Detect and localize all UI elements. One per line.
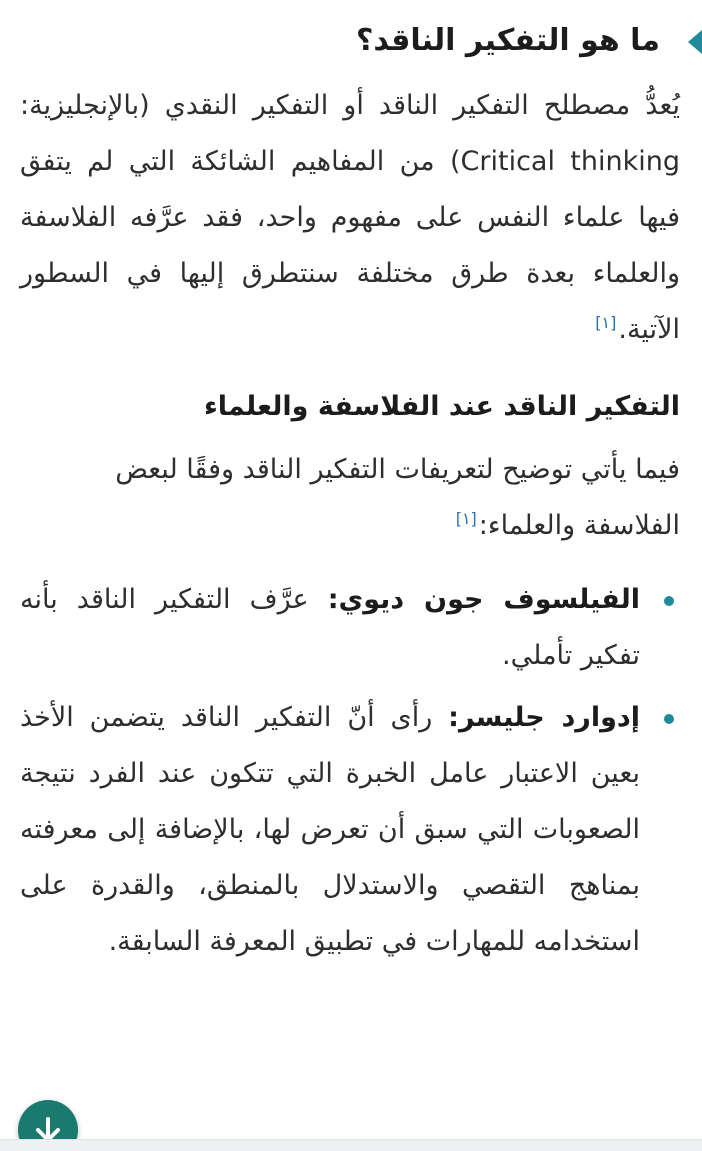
bullet-icon (664, 714, 674, 724)
list-item-text: رأى أنّ التفكير الناقد يتضمن الأخذ بعين الاعتبار عامل الخبرة التي تتكون عند الفرد نتيجة الصعوبات التي سبق أن تعرض لها، بالإضافة إلى معرفته بمناهج التقصي والاستدلال بالمنطق، والقدرة على استخدامه للمهارات في تطبيق المعرفة السابقة. (20, 702, 640, 957)
article-heading (20, 18, 680, 64)
reference-link[interactable]: [١] (455, 509, 477, 528)
section-heading: التفكير الناقد عند الفلاسفة والعلماء (203, 391, 680, 422)
section-intro-text: فيما يأتي توضيح لتعريفات التفكير الناقد وفقًا لبعض الفلاسفة والعلماء: (115, 454, 680, 541)
list-item-name: إدوارد جليسر: (448, 702, 640, 733)
list-item (20, 572, 640, 684)
article-heading-text: ما هو التفكير الناقد؟ (356, 23, 660, 58)
definitions-list (20, 572, 680, 970)
section-intro (20, 442, 680, 554)
bullet-icon (664, 596, 674, 606)
list-item (20, 690, 640, 970)
english-term: Critical thinking (460, 146, 681, 177)
list-item-text: عرَّف التفكير الناقد بأنه تفكير تأملي. (20, 584, 640, 671)
bottom-bar (0, 1139, 702, 1151)
definition-part2: ) من المفاهيم الشائكة التي لم يتفق فيها علماء النفس على مفهوم واحد، فقد عرَّفه الفلاسفة والعلماء بعدة طرق مختلفة سنتطرق إليها في السطور الآتية. (20, 146, 680, 345)
heading-marker-icon (688, 30, 702, 54)
definition-part1: يُعدُّ مصطلح التفكير الناقد أو التفكير النقدي (بالإنجليزية: (20, 90, 680, 121)
definition-paragraph (20, 78, 680, 358)
reference-link[interactable]: [١] (595, 313, 617, 332)
list-item-name: الفيلسوف جون ديوي: (327, 584, 640, 615)
